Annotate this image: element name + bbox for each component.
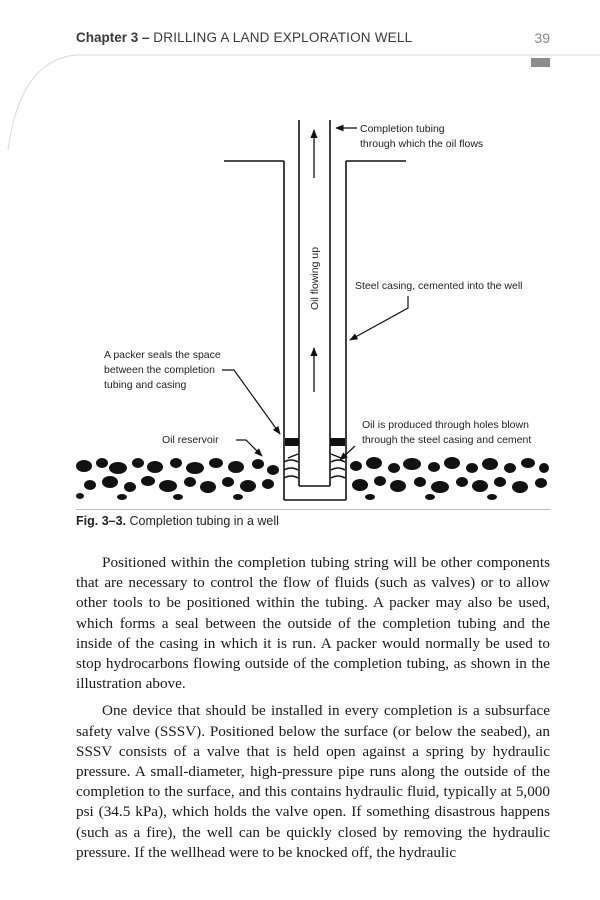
caption-number: Fig. 3–3.: [76, 514, 127, 528]
rock-grain: [240, 480, 256, 492]
perforation-flow-mark: [331, 476, 345, 478]
paragraph-2: One device that should be installed in every completion is a subsurface safety valve (SSSV). Positioned below the surface (or below the seabed), an SSSV consists of a valve that is held open against a spring by hydraulic pressure. A small-diameter, high-pressure pipe runs along the outside of the completion to the surface, and this contains hydraulic fluid, typically at 5,000 psi (34.5 kPa), which holds the valve open. If something disastrous happens (such as a fire), the well can be quickly closed by removing the hydraulic pressure. If the wellhead were to be knocked off, the hydraulic: [76, 702, 550, 861]
perforation-flow-mark: [331, 468, 345, 470]
rock-grain: [482, 458, 498, 470]
rock-grain: [388, 463, 400, 473]
rock-grain: [466, 463, 478, 473]
label-oil-reservoir: Oil reservoir: [162, 434, 219, 446]
rock-grain: [366, 457, 382, 469]
label-steel-casing: Steel casing, cemented into the well: [355, 280, 523, 292]
perforation-flow-mark: [284, 460, 298, 462]
perforation-flow-mark: [331, 460, 345, 462]
rock-grain: [456, 477, 468, 487]
rock-grain: [374, 476, 386, 486]
rock-grain: [252, 459, 264, 469]
rock-grain: [539, 463, 549, 473]
rock-grain: [109, 462, 127, 474]
label-oil-flowing-up: Oil flowing up: [309, 246, 321, 310]
label-completion-tubing-1: Completion tubing: [360, 123, 445, 135]
reservoir-rock: [76, 457, 549, 500]
label-packer-1: A packer seals the space: [104, 349, 221, 361]
rock-grain: [200, 481, 216, 493]
rock-grain: [414, 477, 426, 487]
figure-caption: [76, 514, 279, 528]
rock-grain: [84, 480, 96, 490]
label-packer-2: between the completion: [104, 364, 215, 376]
rock-grain: [262, 479, 274, 489]
chapter-title: DRILLING A LAND EXPLORATION WELL: [153, 30, 413, 45]
page-number: 39: [534, 30, 550, 46]
paragraph-1: Positioned within the completion tubing string will be other components that are necessary to control the flow of fluids (such as valves) or to allow other tools to be positioned within the tubing. A packer may also be used, which forms a seal between the outside of the completion tubing and the inside of the casing in which it is run. A packer would normally be used to stop hydrocarbons flowing outside of the completion tubing, as shown in the illustration above.: [76, 554, 550, 693]
perforation-flows: [284, 454, 345, 478]
rock-grain: [147, 461, 163, 473]
rock-grain: [425, 494, 435, 500]
rock-grain: [428, 462, 440, 472]
rock-grain: [222, 477, 234, 487]
perforation-flow-mark: [331, 454, 341, 458]
rock-grain: [132, 458, 144, 468]
label-holes-2: through the steel casing and cement: [362, 434, 532, 446]
body-text: [76, 553, 550, 870]
rock-grain: [76, 493, 84, 499]
perforation-flow-mark: [284, 476, 298, 478]
packer-right: [330, 438, 345, 446]
leader-packer: [222, 370, 280, 434]
rock-grain: [365, 494, 375, 500]
rock-grain: [124, 482, 136, 492]
rock-grain: [390, 480, 406, 492]
rock-grain: [141, 476, 155, 486]
figure-rule: [76, 509, 550, 510]
rock-grain: [350, 461, 362, 471]
label-holes-1: Oil is produced through holes blown: [362, 419, 529, 431]
label-packer-3: tubing and casing: [104, 379, 187, 391]
rock-grain: [76, 460, 92, 472]
caption-text: Completion tubing in a well: [129, 514, 279, 528]
rock-grain: [96, 458, 108, 468]
rock-grain: [228, 461, 244, 473]
rock-grain: [504, 463, 516, 473]
perforation-flow-mark: [288, 454, 298, 458]
rock-grain: [512, 481, 528, 493]
label-completion-tubing-2: through which the oil flows: [360, 138, 484, 150]
rock-grain: [494, 477, 506, 487]
rock-grain: [117, 494, 127, 500]
leader-steel-casing: [350, 296, 408, 340]
rock-grain: [209, 458, 223, 468]
rock-grain: [535, 478, 547, 488]
rock-grain: [487, 494, 497, 500]
rock-grain: [521, 458, 535, 468]
rock-grain: [184, 477, 196, 487]
rock-grain: [173, 494, 183, 500]
chapter-number: Chapter 3: [76, 30, 139, 45]
leader-holes: [340, 446, 355, 460]
chapter-separator: –: [138, 30, 154, 45]
rock-grain: [403, 458, 421, 470]
rock-grain: [186, 462, 204, 474]
perforation-flow-mark: [284, 468, 298, 470]
rock-grain: [352, 479, 368, 491]
rock-grain: [102, 476, 118, 488]
packer-left: [285, 438, 299, 446]
rock-grain: [472, 480, 488, 492]
rock-grain: [159, 480, 177, 492]
rock-grain: [444, 457, 460, 469]
rock-grain: [431, 481, 449, 493]
leader-reservoir: [236, 440, 262, 456]
rock-grain: [267, 465, 279, 475]
rock-grain: [233, 494, 243, 500]
rock-grain: [170, 458, 182, 468]
